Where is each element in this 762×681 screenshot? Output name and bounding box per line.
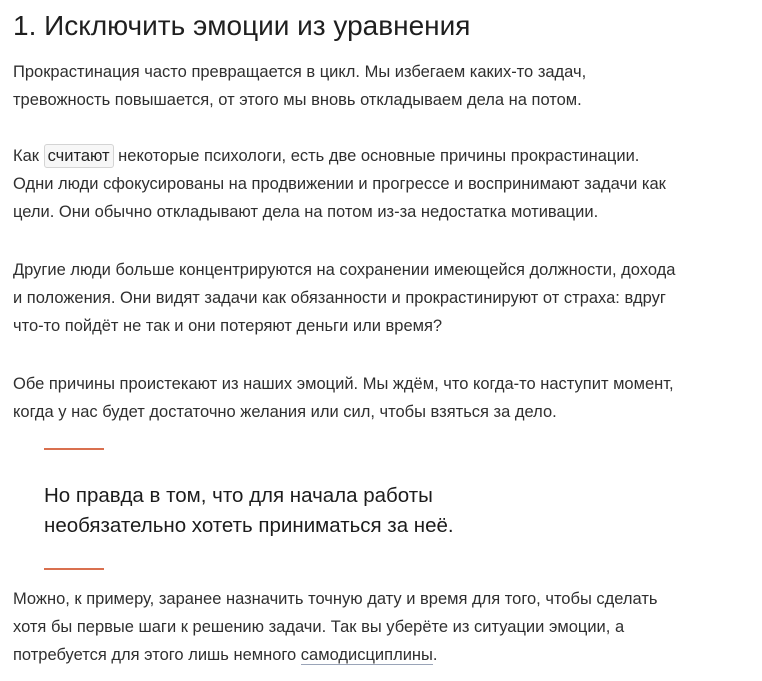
- paragraph-2-line-1: [13, 142, 666, 170]
- paragraph-5-line-2: хотя бы первые шаги к решению задачи. Так вы уберёте из ситуации эмоции, а: [13, 618, 625, 636]
- paragraph-5-line-3-suffix: .: [432, 646, 438, 664]
- section-heading: 1. Исключить эмоции из уравнения: [13, 10, 471, 41]
- paragraph-3-line-3: что-то пойдёт не так и они потеряют деньги или время?: [13, 317, 443, 335]
- pull-quote-line-1: Но правда в том, что для начала работы: [44, 484, 433, 507]
- paragraph-4: [13, 370, 674, 426]
- paragraph-5-line-1: Можно, к примеру, заранее назначить точную дату и время для того, чтобы сделать: [13, 590, 658, 608]
- paragraph-4-line-1: Обе причины проистекают из наших эмоций. Мы ждём, что когда-то наступит момент,: [13, 375, 674, 393]
- paragraph-1-line-1: Прокрастинация часто превращается в цикл. Мы избегаем каких-то задач,: [13, 63, 587, 81]
- quote-top-divider: [44, 448, 104, 450]
- paragraph-5-line-3-prefix: потребуется для этого лишь немного: [13, 646, 301, 664]
- link-samodistsipliny[interactable]: самодисциплины: [300, 646, 433, 664]
- paragraph-2-line-3: цели. Они обычно откладывают дела на потом из-за недостатка мотивации.: [13, 203, 599, 221]
- paragraph-2-line-1-rest: некоторые психологи, есть две основные причины прокрастинации.: [113, 147, 640, 165]
- paragraph-3-line-1: Другие люди больше концентрируются на сохранении имеющейся должности, дохода: [13, 261, 676, 279]
- paragraph-4-line-2: когда у нас будет достаточно желания или сил, чтобы взяться за дело.: [13, 403, 557, 421]
- paragraph-5-line-3: [13, 641, 657, 669]
- paragraph-2-line-2: Одни люди сфокусированы на продвижении и прогрессе и воспринимают задачи как: [13, 175, 666, 193]
- pull-quote: [44, 481, 454, 541]
- paragraph-5: [13, 585, 657, 669]
- paragraph-3: [13, 256, 675, 340]
- paragraph-1: [13, 58, 586, 114]
- quote-bottom-divider: [44, 568, 104, 570]
- paragraph-2-prefix: Как: [13, 147, 44, 165]
- pull-quote-line-2: необязательно хотеть приниматься за неё.: [44, 514, 454, 537]
- link-schitayut[interactable]: считают: [44, 144, 114, 168]
- paragraph-1-line-2: тревожность повышается, от этого мы вновь откладываем дела на потом.: [13, 91, 582, 109]
- paragraph-2: [13, 142, 666, 226]
- paragraph-3-line-2: и положения. Они видят задачи как обязанности и прокрастинируют от страха: вдруг: [13, 289, 666, 307]
